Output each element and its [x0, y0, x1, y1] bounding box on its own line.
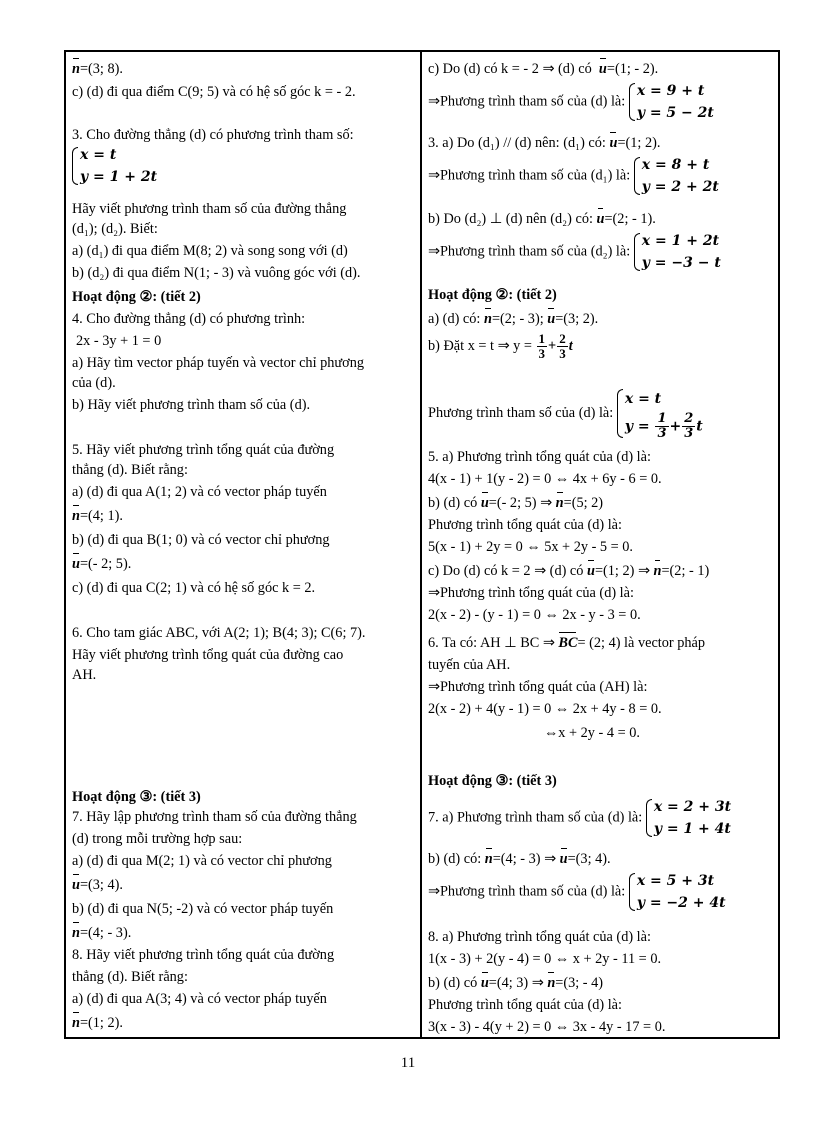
- text-line: a) Hãy tìm vector pháp tuyến và vector chỉ phương: [72, 355, 365, 371]
- system-d2: x = 1 + 2t y = −3 − t: [634, 230, 721, 274]
- exercise-5: 5. Hãy viết phương trình tổng quát của đường: [72, 442, 335, 458]
- text-line: b) (d) đi qua B(1; 0) và có vector chỉ phương: [72, 532, 330, 548]
- text-line: n=(3; 8).: [72, 61, 123, 77]
- text-line: b) Đặt x = t ⇒ y = $\frac{1}{3}$ + $\frac{2}{3}$ t: [428, 331, 573, 361]
- text-line: (d) trong mỗi trường hợp sau:: [72, 831, 243, 847]
- system-d1: x = 8 + t y = 2 + 2t: [634, 154, 719, 198]
- text-line: Phương trình tham số của (d) là: x = t y = $\frac{1}{3}$ + $\frac{2}{3}$ t: [428, 386, 703, 441]
- system-r7b: x = 5 + 3t y = −2 + 4t: [629, 870, 726, 914]
- text-line: 4(x - 1) + 1(y - 2) = 0 ⇔ 4x + 6y - 6 = 0.: [428, 471, 662, 487]
- text-line: b) (d) có: n=(4; - 3) ⇒ u=(3; 4).: [428, 851, 611, 867]
- exercise-6: 6. Cho tam giác ABC, với A(2; 1); B(4; 3); C(6; 7).: [72, 625, 366, 641]
- text-line: 2(x - 2) - (y - 1) = 0 ⇔ 2x - y - 3 = 0.: [428, 607, 641, 623]
- text-line: ⇒Phương trình tham số của (d) là: x = 9 + t y = 5 − 2t: [428, 80, 714, 124]
- activity-3-heading: Hoạt động ③: (tiết 3): [72, 789, 201, 805]
- text-line: b) (d) có u=(- 2; 5) ⇒ n=(5; 2): [428, 495, 604, 511]
- text-line: 1(x - 3) + 2(y - 4) = 0 ⇔ x + 2y - 11 = 0.: [428, 951, 662, 967]
- text-line: a) (d) có: n=(2; - 3); u=(3; 2).: [428, 311, 599, 327]
- text-line: Phương trình tổng quát của (d) là:: [428, 997, 622, 1013]
- text-line: 3(x - 3) - 4(y + 2) = 0 ⇔ 3x - 4y - 17 = 0.: [428, 1019, 666, 1035]
- text-line: b) (d) đi qua N(5; -2) và có vector pháp tuyến: [72, 901, 334, 917]
- exercise-4: 4. Cho đường thẳng (d) có phương trình:: [72, 311, 306, 327]
- text-line: b) (d₂) đi qua điểm N(1; - 3) và vuông góc với (d).: [72, 265, 361, 281]
- text-line: u=(3; 4).: [72, 877, 123, 893]
- text-line: a) (d₁) đi qua điểm M(8; 2) và song song với (d): [72, 243, 348, 259]
- activity-2-heading: Hoạt động ②: (tiết 2): [428, 287, 557, 303]
- text-line: thẳng (d). Biết rằng:: [72, 462, 188, 478]
- text-line: ⇔x + 2y - 4 = 0.: [544, 725, 640, 741]
- text-line: ⇒Phương trình tham số của (d₂) là: x = 1 + 2t y = −3 − t: [428, 230, 721, 274]
- text-line: ⇒Phương trình tham số của (d₁) là: x = 8 + t y = 2 + 2t: [428, 154, 719, 198]
- column-divider: [420, 50, 422, 1039]
- text-line: 3. a) Do (d₁) // (d) nên: (d₁) có: u=(1; 2).: [428, 135, 661, 151]
- text-line: a) (d) đi qua A(3; 4) và có vector pháp tuyến: [72, 991, 327, 1007]
- text-line: tuyến của AH.: [428, 657, 511, 673]
- text-line: Phương trình tổng quát của (d) là:: [428, 517, 622, 533]
- text-line: (d₁); (d₂). Biết:: [72, 221, 158, 237]
- text-line: b) Do (d₂) ⊥ (d) nên (d₂) có: u=(2; - 1).: [428, 211, 656, 227]
- left-column: [72, 56, 414, 1123]
- text-line: ⇒Phương trình tổng quát của (d) là:: [428, 585, 634, 601]
- system-d: x = t y = 1 + 2t: [72, 144, 157, 188]
- equation: 2x - 3y + 1 = 0: [76, 333, 162, 349]
- text-line: a) (d) đi qua A(1; 2) và có vector pháp tuyến: [72, 484, 327, 500]
- right-column: [428, 56, 774, 1123]
- text-line: ⇒Phương trình tham số của (d) là: x = 5 + 3t y = −2 + 4t: [428, 870, 726, 914]
- exercise-3: 3. Cho đường thẳng (d) có phương trình tham số:: [72, 127, 354, 143]
- text-line: 2(x - 2) + 4(y - 1) = 0 ⇔ 2x + 4y - 8 = 0.: [428, 701, 662, 717]
- text-line: Hãy viết phương trình tham số của đường thẳng: [72, 201, 347, 217]
- text-line: 6. Ta có: AH ⊥ BC ⇒ BC= (2; 4) là vector pháp: [428, 635, 706, 651]
- text-line: c) Do (d) có k = 2 ⇒ (d) có u=(1; 2) ⇒ n=(2; - 1): [428, 563, 710, 579]
- text-line: 8. a) Phương trình tổng quát của (d) là:: [428, 929, 651, 945]
- text-line: 5. a) Phương trình tổng quát của (d) là:: [428, 449, 651, 465]
- text-line: c) Do (d) có k = - 2 ⇒ (d) có u=(1; - 2).: [428, 61, 659, 77]
- system-c: x = 9 + t y = 5 − 2t: [629, 80, 714, 124]
- text-line: c) (d) đi qua điểm C(9; 5) và có hệ số góc k = - 2.: [72, 84, 356, 100]
- text-line: thẳng (d). Biết rằng:: [72, 969, 188, 985]
- text-line: n=(1; 2).: [72, 1015, 123, 1031]
- page-number: 11: [400, 1055, 416, 1071]
- text-line: của (d).: [72, 375, 116, 391]
- text-line: b) (d) có u=(4; 3) ⇒ n=(3; - 4): [428, 975, 604, 991]
- exercise-7: 7. Hãy lập phương trình tham số của đường thẳng: [72, 809, 357, 825]
- text-line: Hãy viết phương trình tổng quát của đường cao: [72, 647, 344, 663]
- text-line: 7. a) Phương trình tham số của (d) là: x = 2 + 3t y = 1 + 4t: [428, 796, 731, 840]
- text-line: AH.: [72, 667, 97, 683]
- exercise-8: 8. Hãy viết phương trình tổng quát của đường: [72, 947, 335, 963]
- text-line: c) (d) đi qua C(2; 1) và có hệ số góc k = 2.: [72, 580, 316, 596]
- text-line: n=(4; - 3).: [72, 925, 132, 941]
- text-line: n=(4; 1).: [72, 508, 123, 524]
- activity-3-heading: Hoạt động ③: (tiết 3): [428, 773, 557, 789]
- text-line: 5(x - 1) + 2y = 0 ⇔ 5x + 2y - 5 = 0.: [428, 539, 633, 555]
- activity-2-heading: Hoạt động ②: (tiết 2): [72, 289, 201, 305]
- system-r4: x = t y = $\frac{1}{3}$ + $\frac{2}{3}$ t: [617, 386, 703, 441]
- text-line: ⇒Phương trình tổng quát của (AH) là:: [428, 679, 648, 695]
- text-line: u=(- 2; 5).: [72, 556, 132, 572]
- text-line: b) Hãy viết phương trình tham số của (d).: [72, 397, 311, 413]
- text-line: a) (d) đi qua M(2; 1) và có vector chỉ phương: [72, 853, 332, 869]
- system-r7a: x = 2 + 3t y = 1 + 4t: [646, 796, 731, 840]
